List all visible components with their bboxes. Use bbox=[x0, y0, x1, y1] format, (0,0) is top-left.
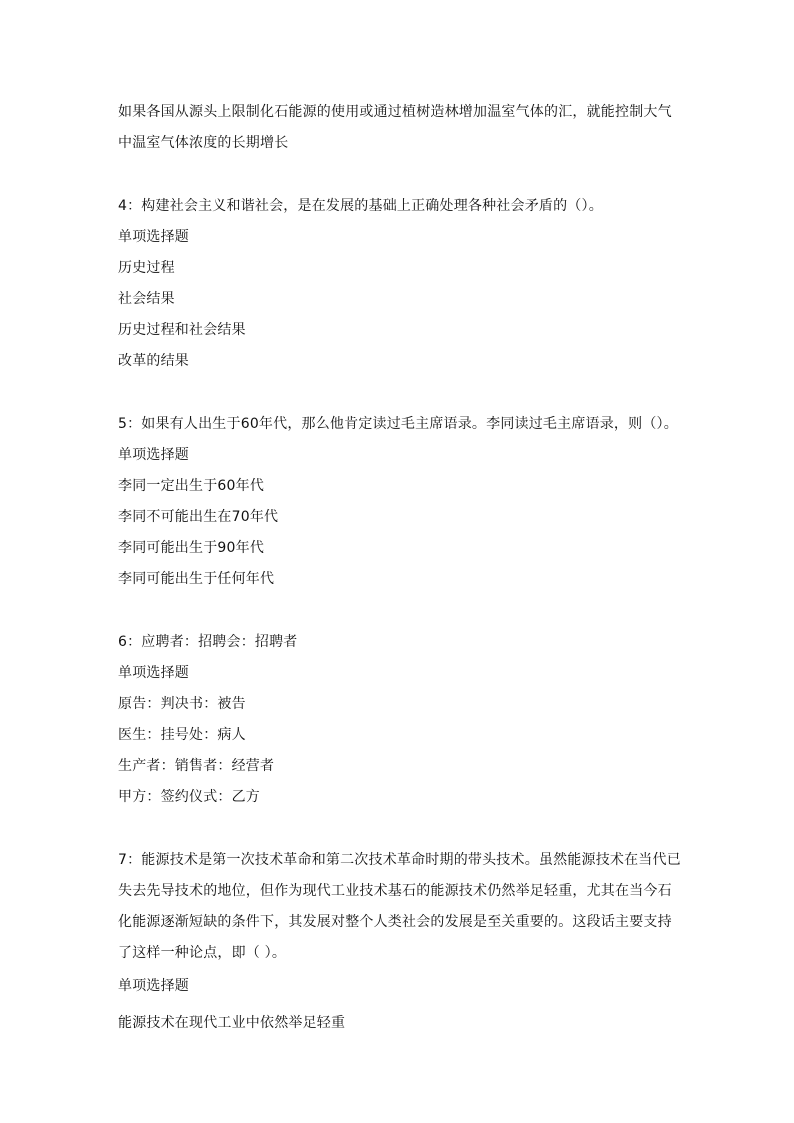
question-6-stem: 6：应聘者：招聘会：招聘者 bbox=[118, 634, 298, 650]
question-4-option: 历史过程和社会结果 bbox=[118, 322, 246, 338]
question-7-type: 单项选择题 bbox=[118, 978, 189, 994]
question-6-type: 单项选择题 bbox=[118, 665, 189, 681]
intro-line: 中温室气体浓度的长期增长 bbox=[118, 135, 289, 151]
question-5-option: 李同可能出生于任何年代 bbox=[118, 571, 275, 587]
question-7-stem: 失去先导技术的地位，但作为现代工业技术基石的能源技术仍然举足轻重，尤其在当今石 bbox=[118, 883, 672, 899]
question-6-option: 甲方：签约仪式：乙方 bbox=[118, 789, 260, 805]
question-4-option: 社会结果 bbox=[118, 291, 175, 307]
question-4-type: 单项选择题 bbox=[118, 229, 189, 245]
question-6-option: 医生：挂号处：病人 bbox=[118, 727, 246, 743]
question-4-option: 历史过程 bbox=[118, 260, 175, 276]
question-7-option: 能源技术在现代工业中依然举足轻重 bbox=[118, 1015, 346, 1031]
question-6-option: 生产者：销售者：经营者 bbox=[118, 758, 275, 774]
question-4-stem: 4：构建社会主义和谐社会，是在发展的基础上正确处理各种社会矛盾的（）。 bbox=[118, 198, 603, 214]
question-5-stem: 5：如果有人出生于60年代，那么他肯定读过毛主席语录。李同读过毛主席语录，则（）。 bbox=[118, 416, 678, 432]
question-7-stem: 7：能源技术是第一次技术革命和第二次技术革命时期的带头技术。虽然能源技术在当代已 bbox=[118, 852, 681, 868]
question-5-option: 李同一定出生于60年代 bbox=[118, 478, 265, 494]
question-5-type: 单项选择题 bbox=[118, 447, 189, 463]
question-5-option: 李同可能出生于90年代 bbox=[118, 540, 265, 556]
question-7-stem: 了这样一种论点，即（ ）。 bbox=[118, 945, 287, 961]
intro-line: 如果各国从源头上限制化石能源的使用或通过植树造林增加温室气体的汇，就能控制大气 bbox=[118, 104, 672, 120]
question-7-stem: 化能源逐渐短缺的条件下，其发展对整个人类社会的发展是至关重要的。这段话主要支持 bbox=[118, 914, 672, 930]
question-4-option: 改革的结果 bbox=[118, 353, 189, 369]
question-5-option: 李同不可能出生在70年代 bbox=[118, 509, 279, 525]
question-6-option: 原告：判决书：被告 bbox=[118, 696, 246, 712]
